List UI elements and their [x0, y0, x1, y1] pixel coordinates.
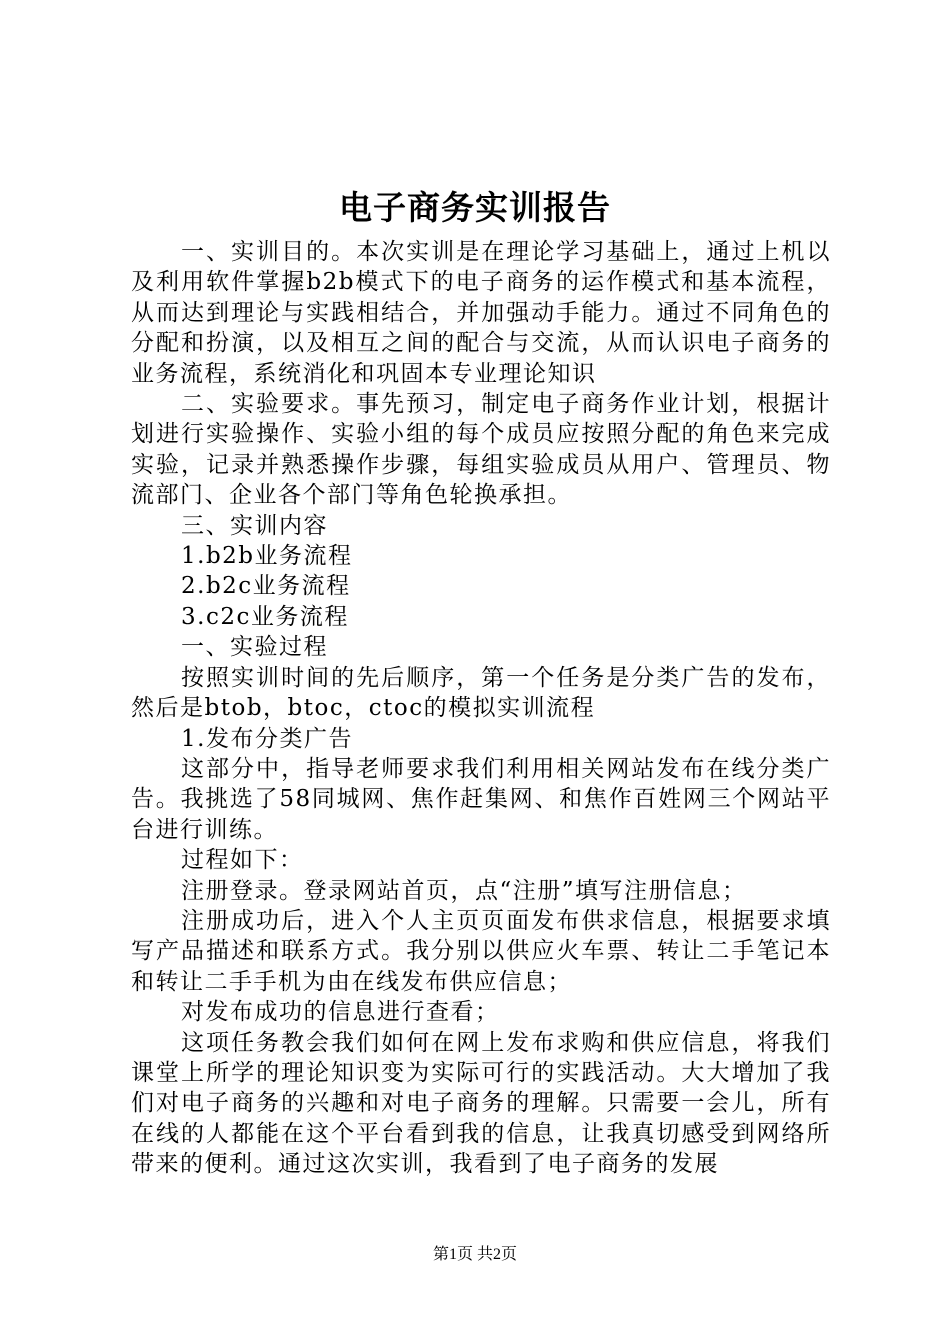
page-number-footer: 第1页 共2页	[432, 1246, 517, 1263]
list-item: 1.b2b业务流程	[181, 543, 353, 570]
subsection-heading: 1.发布分类广告	[181, 725, 353, 752]
paragraph: 注册成功后，进入个人主页页面发布供求信息，根据要求填写产品描述和联系方式。我分别以供应火车票、转让二手笔记本和转让二手手机为由在线发布供应信息；	[131, 907, 831, 995]
section-heading: 一、实验过程	[181, 634, 328, 661]
document-title: 电子商务实训报告	[339, 188, 611, 227]
list-item: 3.c2c业务流程	[181, 603, 349, 630]
paragraph: 二、实验要求。事先预习，制定电子商务作业计划，根据计划进行实验操作、实验小组的每个成员应按照分配的角色来完成实验，记录并熟悉操作步骤，每组实验成员从用户、管理员、物流部门、企业各个部门等角色轮换承担。	[131, 391, 831, 509]
paragraph: 这部分中，指导老师要求我们利用相关网站发布在线分类广告。我挑选了58同城网、焦作赶集网、和焦作百姓网三个网站平台进行训练。	[131, 755, 831, 843]
document-body	[131, 237, 831, 1180]
paragraph: 注册登录。登录网站首页，点“注册”填写注册信息；	[181, 877, 747, 904]
paragraph: 这项任务教会我们如何在网上发布求购和供应信息，将我们课堂上所学的理论知识变为实际可行的实践活动。大大增加了我们对电子商务的兴趣和对电子商务的理解。只需要一会儿，所有在线的人都能在这个平台看到我的信息，让我真切感受到网络所带来的便利。通过这次实训，我看到了电子商务的发展	[131, 1029, 831, 1178]
paragraph: 过程如下：	[181, 847, 304, 874]
list-item: 2.b2c业务流程	[181, 573, 351, 600]
paragraph: 一、实训目的。本次实训是在理论学习基础上，通过上机以及利用软件掌握b2b模式下的电子商务的运作模式和基本流程，从而达到理论与实践相结合，并加强动手能力。通过不同角色的分配和扮演，以及相互之间的配合与交流，从而认识电子商务的业务流程，系统消化和巩固本专业理论知识	[131, 239, 831, 387]
paragraph: 对发布成功的信息进行查看；	[181, 999, 500, 1026]
paragraph: 按照实训时间的先后顺序，第一个任务是分类广告的发布，然后是btob，btoc，ctoc的模拟实训流程	[131, 664, 831, 722]
section-heading: 三、实训内容	[181, 512, 328, 539]
